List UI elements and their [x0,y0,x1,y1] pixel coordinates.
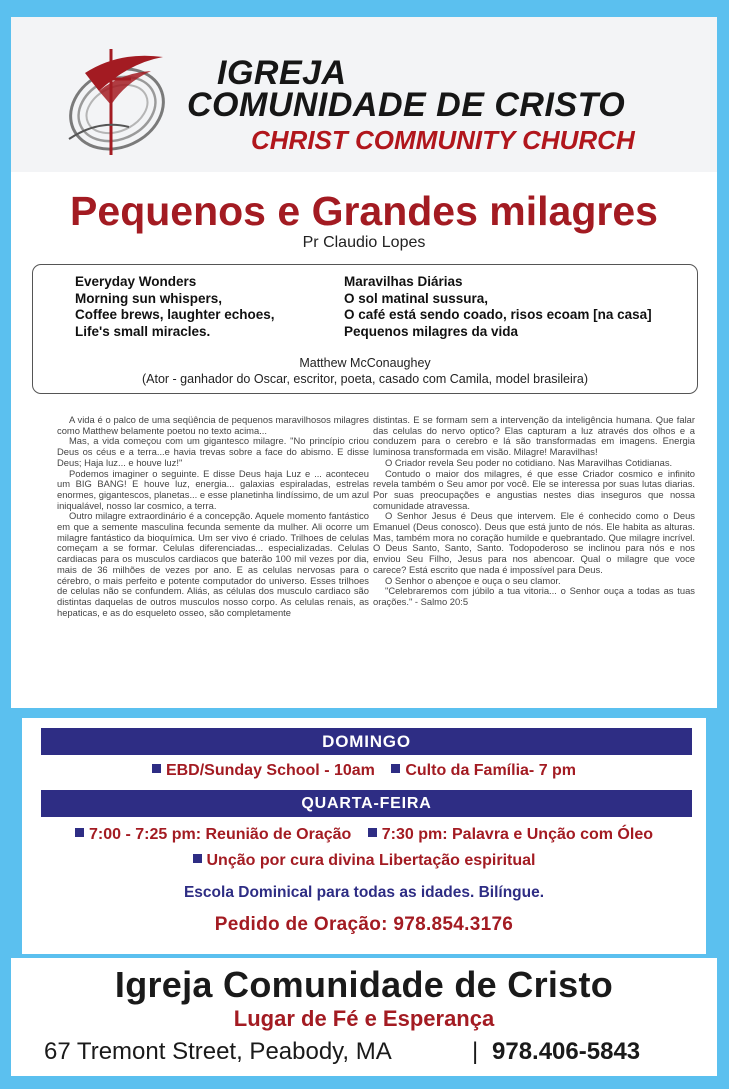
poem-english [75,274,275,340]
article-body-right [373,415,695,608]
schedule-item-label: 7:00 - 7:25 pm: Reunião de Oração [89,826,352,843]
body-paragraph: distintas. E se formam sem a intervenção da inteligência humana. Que falar das celulas do nervo optico? Elas capturam a luz através dos olhos e a conduzem para o cerebro e lá são transformadas em imagens. Energia luminosa transformada em visão. Milagre! Maravilhas! [373,414,695,458]
poem-line: O café está sendo coado, risos ecoam [na casa] [344,307,652,322]
body-paragraph: A vida é o palco de uma seqüência de pequenos maravilhosos milagres como Matthew belamente poetou no texto acima... [57,414,369,436]
footer-phone: 978.406-5843 [492,1038,641,1065]
poem-line: Maravilhas Diárias [344,274,463,289]
article-panel [11,172,717,708]
sunday-school-note: Escola Dominical para todas as idades. Bilíngue. [183,884,545,901]
bullet-square-icon [391,764,400,773]
poem-box [32,264,698,394]
schedule-item [152,762,375,780]
footer-church-name: Igreja Comunidade de Cristo [114,964,614,1005]
article-body-left [57,415,369,618]
prayer-request-line: Pedido de Oração: 978.854.3176 [214,914,514,935]
body-paragraph: O Senhor Jesus é Deus que intervem. Ele é conhecido como o Deus Emanuel (Deus conosco). Deus que está junto de nós. Ele habita as alturas. Mas, também mora no coração humilde e quebrantado. Que milagre incrível. O Deus Santo, Santo, Santo. Todopoderoso se inclinou para nós e nos enviou Seu Filho, Jesus para nos abencoar. Qual o milagre que voce carece? Está escrito que nada é impossível para Deus. [373,510,695,575]
body-paragraph: O Senhor o abençoe e ouça o seu clamor. [385,574,561,586]
poem-line: Morning sun whispers, [75,290,223,306]
footer-separator: | [472,1038,479,1065]
article-title: Pequenos e Grandes milagres [70,188,658,234]
credit-name: Matthew McConaughey [299,356,431,370]
body-paragraph: Outro milagre extraordinário é a concepção. Aquele momento fantástico em que a semente masculina fecunda semente da mulher. Ali ocorre um milagre fantástico da bioquímica. Um ser vivo é criado. Trilhoes de celulas começam a se formar. Celulas diferenciadas... especializadas. Celulas cardiacas para os musculos cardiacos que baterão 100 mil vezes por dia, mais de 36 milhões de vezes por ano. E as celulas nervosas para o cérebro, o mais perfeito e potente computador do universo. Esses trilhoes de celulas não se confundem. Aliás, as células dos musculo cardiaco são distintas daquelas de outros musculos nosso corpo. As celulas renais, as hepaticas, e as do esqueleto osseo, são completamente [57,510,369,618]
schedule-item-label: Unção por cura divina Libertação espiritual [206,852,536,869]
poem-credit [33,355,697,387]
header-title-line1: IGREJA [217,54,347,92]
quarta-heading: QUARTA-FEIRA [41,790,692,817]
poem-line: Coffee brews, laughter echoes, [75,307,275,322]
poem-line: O sol matinal sussura, [344,290,489,306]
domingo-items [22,762,706,780]
poem-portuguese [344,274,652,340]
schedule-item [193,852,536,870]
body-paragraph: "Celebraremos com júbilo a tua vitoria... o Senhor ouça a todas as tuas orações." - Salmo 20:5 [373,585,695,607]
schedule-item [391,762,576,780]
footer-address: 67 Tremont Street, Peabody, MA [44,1038,392,1065]
schedule-item [75,826,351,844]
quarta-items-row2 [22,852,706,870]
body-paragraph: Podemos imaginer o seguinte. E disse Deus haja Luz e ... aconteceu um BIG BANG! E houve luz, energia... galaxias espiraladas, estrelas enormes, gigantescos, planetas... e esse planetinha lindíssimo, de um azul iniqualável, nosso lar cosmico, a terra. [57,467,369,511]
poem-line: Everyday Wonders [75,274,197,289]
body-paragraph: Mas, a vida começou com um gigantesco milagre. "No princípio criou Deus os céus e a terra...e havia trevas sobre a face do abismo. E disse Deus; Haja luz... e houve luz!" [57,435,369,468]
header-title-line2: COMUNIDADE DE CRISTO [187,86,626,124]
body-paragraph: O Criador revela Seu poder no cotidiano. Nas Maravilhas Cotidianas. [385,456,673,468]
schedule-item-label: 7:30 pm: Palavra e Unção com Óleo [381,826,653,843]
bullet-square-icon [368,828,377,837]
church-header [11,17,717,172]
quarta-items-row1 [22,826,706,844]
domingo-heading: DOMINGO [41,728,692,755]
header-title-english: CHRIST COMMUNITY CHURCH [251,125,635,155]
schedule-item-label: Culto da Família- 7 pm [405,762,577,779]
bullet-square-icon [193,854,202,863]
schedule-panel [22,718,706,954]
schedule-item [368,826,653,844]
body-paragraph: Contudo o maior dos milagres, é que esse Criador cosmico e infinito revela também o Seu amor por você. Ele se interessa por suas lutas diarias. Por suas preocupações e angustias nestes dias inseguros que nossa comunidade atravessa. [373,467,695,511]
poem-line: Life's small miracles. [75,323,211,339]
article-author: Pr Claudio Lopes [302,234,426,251]
footer-tagline: Lugar de Fé e Esperança [233,1006,495,1031]
bullet-square-icon [75,828,84,837]
credit-description: (Ator - ganhador do Oscar, escritor, poeta, casado com Camila, model brasileira) [141,372,589,386]
church-footer [11,958,717,1076]
bullet-square-icon [152,764,161,773]
poem-line: Pequenos milagres da vida [344,323,519,339]
schedule-item-label: EBD/Sunday School - 10am [165,762,375,779]
church-logo-icon [59,43,169,161]
